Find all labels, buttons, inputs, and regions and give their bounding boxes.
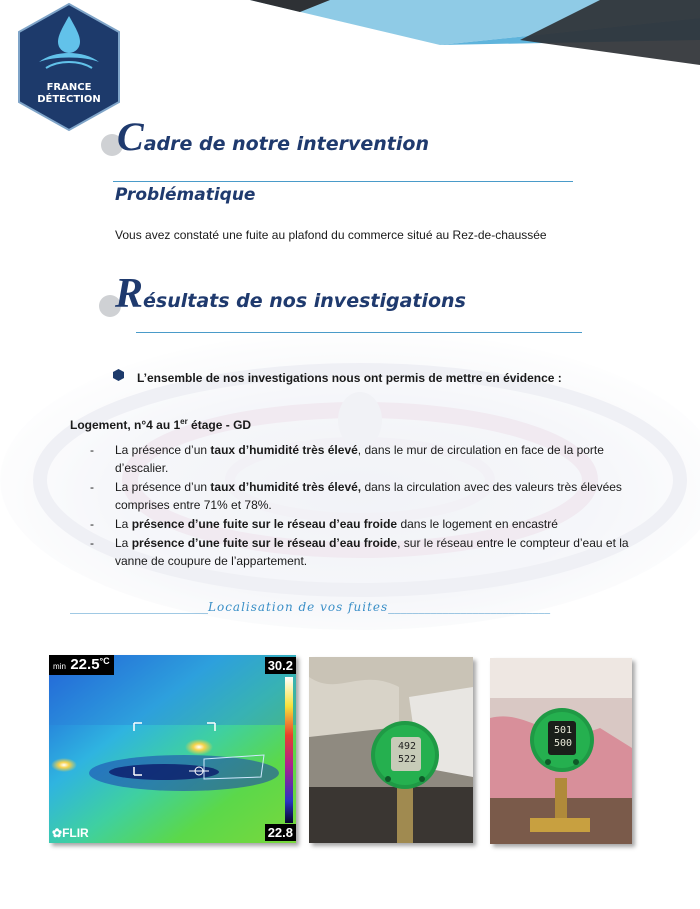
- gauge-display: [393, 740, 421, 766]
- underline-left: _______________________: [70, 600, 208, 614]
- title-rest: adre de notre intervention: [143, 133, 429, 155]
- min-value: 22.5: [70, 656, 100, 673]
- pressure-gauge-photo-1: [309, 657, 473, 843]
- subtitle-problematique: Problématique: [115, 185, 256, 205]
- logo-line-1: FRANCE: [46, 82, 92, 93]
- min-label: min: [53, 662, 66, 671]
- lodging-prefix: Logement, n°4 au 1: [70, 418, 181, 432]
- gauge-reading-2: 500: [553, 738, 573, 749]
- title-rest: ésultats de nos investigations: [143, 290, 466, 312]
- list-item: - La présence d’une fuite sur le réseau d’eau froide, sur le réseau entre le compteur d’eau et la vanne de coupure de l’appartement.: [90, 536, 629, 568]
- list-item: - La présence d’une fuite sur le réseau d’eau froide dans le logement en encastré: [90, 517, 558, 531]
- title-initial: C: [117, 114, 144, 159]
- max-temperature-readout: 30.2: [265, 657, 296, 674]
- lodging-suffix: étage - GD: [187, 418, 252, 432]
- lodging-title: [70, 413, 251, 434]
- divider-line: [136, 332, 582, 333]
- temp-unit: °C: [99, 656, 110, 666]
- gauge-reading-1: 492: [397, 741, 417, 752]
- gauge-scene: [490, 658, 632, 844]
- hexagon-bullet-icon: [113, 369, 124, 381]
- pressure-gauge-photo-2: [490, 658, 632, 844]
- gauge-display: [549, 724, 577, 750]
- underline-right: ___________________________: [388, 600, 551, 614]
- logo-line-2: DÉTECTION: [37, 94, 101, 105]
- list-item: - La présence d’un taux d’humidité très élevé, dans la circulation avec des valeurs très élevées comprises entre 71% et 78%.: [90, 480, 622, 512]
- min-temperature-readout: [49, 655, 114, 675]
- gauge-reading-1: 501: [553, 725, 573, 736]
- localisation-heading: [70, 600, 690, 614]
- thermal-camera-photo: [49, 655, 296, 843]
- findings-lead: L’ensemble de nos investigations nous ont permis de mettre en évidence :: [137, 371, 562, 385]
- flir-brand-label: ✿FLIR: [52, 826, 89, 840]
- problem-text: Vous avez constaté une fuite au plafond du commerce situé au Rez-de-chaussée: [115, 228, 547, 242]
- france-detection-logo: [14, 2, 124, 132]
- logo-text: [14, 82, 124, 106]
- flir-logo-icon: ✿: [52, 826, 63, 840]
- section-title-cadre: [117, 113, 429, 160]
- gauge-reading-2: 522: [397, 754, 417, 765]
- lodging-sup: er: [180, 417, 188, 426]
- thermal-image: [49, 655, 296, 843]
- section-title-resultats: [115, 270, 466, 318]
- gauge-scene: [309, 657, 473, 843]
- title-initial: R: [115, 271, 144, 317]
- divider-line: [113, 181, 573, 182]
- localisation-label: Localisation de vos fuites: [208, 600, 389, 614]
- findings-list: [90, 441, 640, 571]
- low-temperature-readout: 22.8: [265, 824, 296, 841]
- list-item: - La présence d’un taux d’humidité très élevé, dans le mur de circulation en face de la porte d’escalier.: [90, 443, 604, 475]
